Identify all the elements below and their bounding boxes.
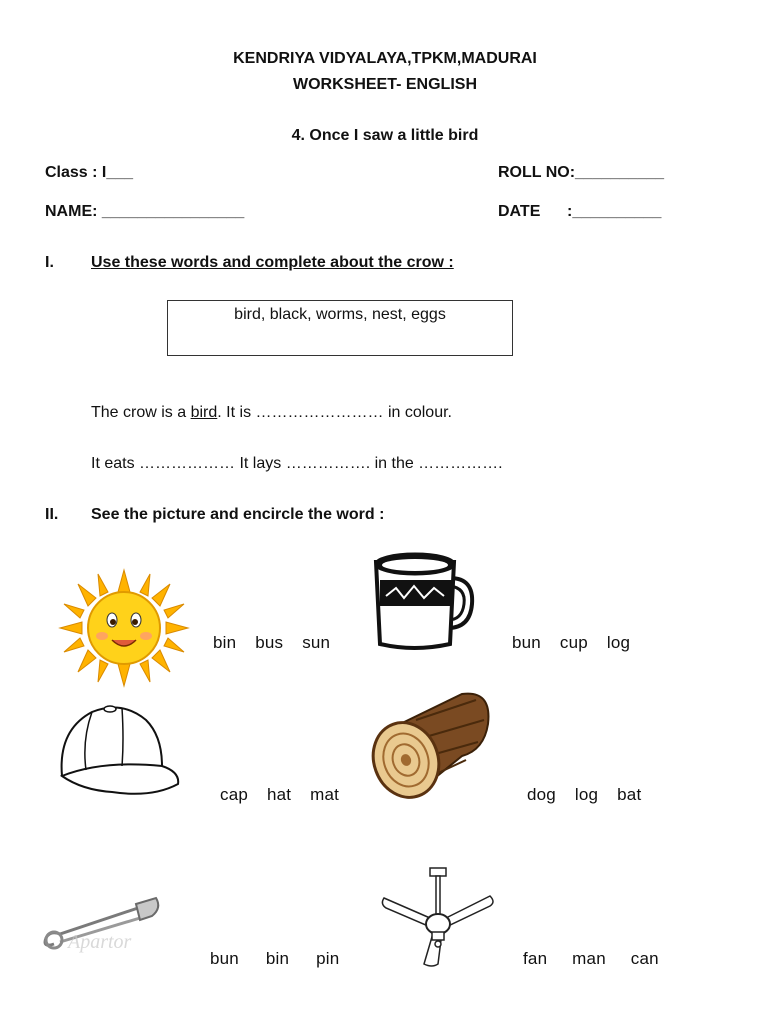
school-name: KENDRIYA VIDYALAYA,TPKM,MADURAI <box>233 50 537 67</box>
lesson-title: 4. Once I saw a little bird <box>291 127 479 144</box>
pin-options <box>210 949 339 969</box>
option-word[interactable]: bat <box>617 785 642 804</box>
sun-options <box>213 633 330 653</box>
cap-icon <box>52 700 182 800</box>
sentence-1-suffix: . It is …………………… in colour. <box>217 404 452 421</box>
fan-options <box>523 949 659 969</box>
sentence-2: It eats ……………… It lays ……………. in the ……………. <box>91 455 503 472</box>
fan-icon <box>380 866 496 970</box>
sentence-1 <box>91 404 452 422</box>
log-options <box>527 785 641 805</box>
sentence-1-prefix: The crow is a <box>91 404 191 421</box>
option-word[interactable]: mat <box>310 785 340 804</box>
option-word[interactable]: cap <box>220 785 249 804</box>
option-word[interactable]: bus <box>255 633 284 652</box>
name-field: NAME: ________________ <box>45 203 245 220</box>
section-2-number: II. <box>45 506 59 523</box>
option-word[interactable]: cup <box>559 633 588 652</box>
option-word[interactable]: man <box>572 949 606 968</box>
option-word[interactable]: can <box>630 949 659 968</box>
cap-options <box>220 785 339 805</box>
sun-icon <box>60 570 188 686</box>
option-word[interactable]: fan <box>523 949 548 968</box>
option-word[interactable]: log <box>574 785 599 804</box>
option-word[interactable]: bun <box>210 949 239 968</box>
word-box-text: bird, black, worms, nest, eggs <box>234 306 446 323</box>
roll-no-field: ROLL NO:__________ <box>498 164 665 181</box>
option-word[interactable]: log <box>606 633 631 652</box>
watermark-text: Apartor <box>68 931 132 953</box>
section-2-instruction: See the picture and encircle the word : <box>91 506 385 523</box>
class-field: Class : I___ <box>45 164 134 181</box>
sentence-1-answer: bird <box>190 404 218 421</box>
option-word[interactable]: dog <box>527 785 556 804</box>
cup-options <box>512 633 630 653</box>
option-word[interactable]: hat <box>266 785 292 804</box>
option-word[interactable]: sun <box>302 633 331 652</box>
option-word[interactable]: bun <box>512 633 541 652</box>
date-field: DATE :__________ <box>498 203 662 220</box>
option-word[interactable]: bin <box>265 949 290 968</box>
section-1-number: I. <box>45 254 54 271</box>
worksheet-title: WORKSHEET- ENGLISH <box>292 76 477 93</box>
word-box <box>167 300 513 356</box>
cup-icon <box>368 548 478 652</box>
option-word[interactable]: bin <box>213 633 237 652</box>
log-icon <box>366 690 496 802</box>
pin-icon <box>40 878 162 958</box>
section-1-instruction: Use these words and complete about the crow : <box>91 254 454 271</box>
option-word[interactable]: pin <box>316 949 340 968</box>
